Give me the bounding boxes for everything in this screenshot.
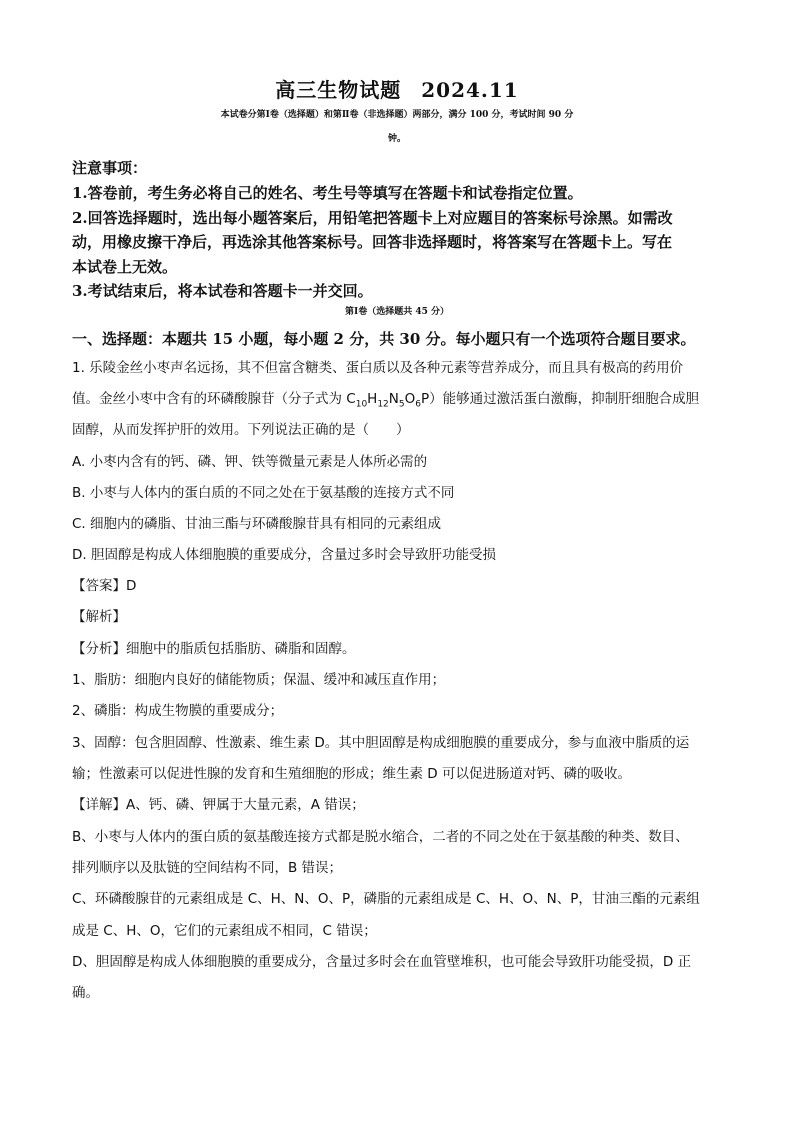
- notice-item-2-line-3: 本试卷上无效。: [72, 258, 178, 276]
- formula-o: O: [404, 391, 416, 407]
- option-d: D. 胆固醇是构成人体细胞膜的重要成分，含量过多时会导致肝功能受损: [72, 547, 496, 563]
- title-date: 2024.11: [421, 78, 519, 102]
- analysis-line-12: 确。: [72, 985, 99, 1001]
- formula-n: N: [388, 391, 399, 407]
- analysis-line-10: 成是 C、H、O，它们的元素组成不相同，C 错误；: [72, 923, 377, 939]
- analysis-line-1: 【分析】细胞中的脂质包括脂肪、磷脂和固醇。: [72, 641, 356, 657]
- notice-item-2-line-1: 2.回答选择题时，选出每小题答案后，用铅笔把答题卡上对应题目的答案标号涂黑。如需改: [72, 209, 673, 227]
- notice-item-3: 3.考试结束后，将本试卷和答题卡一并交回。: [72, 282, 373, 300]
- section-instruction: 一、选择题：本题共 15 小题，每小题 2 分，共 30 分。每小题只有一个选项符合题目要求。: [72, 330, 696, 348]
- notice-heading: 注意事项：: [72, 159, 148, 177]
- option-b: B. 小枣与人体内的蛋白质的不同之处在于氨基酸的连接方式不同: [72, 485, 455, 501]
- question-1-stem-line-3: 固醇，从而发挥护肝的效用。下列说法正确的是（ ）: [72, 422, 410, 438]
- question-1-stem-line-2: [72, 387, 724, 410]
- intro-line-2: 钟。: [387, 134, 406, 144]
- analysis-line-5: 输；性激素可以促进性腺的发育和生殖细胞的形成；维生素 D 可以促进肠道对钙、磷的吸收。: [72, 766, 631, 782]
- formula-h: H: [367, 391, 378, 407]
- question-1-stem-line-1: 1. 乐陵金丝小枣声名远扬，其不但富含糖类、蛋白质以及各种元素等营养成分，而且具有极高的药用价: [72, 360, 684, 376]
- analysis-line-11: D、胆固醇是构成人体细胞膜的重要成分，含量过多时会在血管壁堆积，也可能会导致肝功能受损，D 正: [72, 954, 692, 970]
- formula-sub-h: 12: [377, 399, 389, 410]
- analysis-line-6: 【详解】A、钙、磷、钾属于大量元素，A 错误；: [72, 797, 365, 813]
- formula-sub-c: 10: [355, 399, 368, 410]
- stem-text-a: 值。金丝小枣中含有的环磷酸腺苷（分子式为 C: [72, 391, 356, 407]
- analysis-heading: 【解析】: [72, 609, 126, 625]
- option-a: A. 小枣内含有的钙、磷、钾、铁等微量元素是人体所必需的: [72, 454, 428, 470]
- formula-sub-n: 5: [398, 399, 405, 410]
- answer-line: 【答案】D: [72, 578, 137, 594]
- title-text: 高三生物试题: [275, 78, 402, 102]
- analysis-line-7: B、小枣与人体内的蛋白质的氨基酸连接方式都是脱水缩合，二者的不同之处在于氨基酸的种类、数目、: [72, 829, 689, 845]
- section-title: 第Ⅰ卷（选择题共 45 分）: [344, 307, 449, 317]
- analysis-line-4: 3、固醇：包含胆固醇、性激素、维生素 D。其中胆固醇是构成细胞膜的重要成分，参与血液中脂质的运: [72, 735, 690, 751]
- analysis-line-2: 1、脂肪：细胞内良好的储能物质；保温、缓冲和减压直作用；: [72, 672, 446, 688]
- option-c: C. 细胞内的磷脂、甘油三酯与环磷酸腺苷具有相同的元素组成: [72, 516, 442, 532]
- analysis-line-9: C、环磷酸腺苷的元素组成是 C、H、N、O、P，磷脂的元素组成是 C、H、O、N、P，甘油三酯的元素组: [72, 891, 700, 907]
- formula-sub-o: 6: [415, 399, 421, 410]
- page-title: [0, 74, 794, 103]
- analysis-line-8: 排列顺序以及肽链的空间结构不同，B 错误；: [72, 860, 343, 876]
- analysis-line-3: 2、磷脂：构成生物膜的重要成分；: [72, 703, 284, 719]
- stem-text-b: P）能够通过激活蛋白激酶，抑制肝细胞合成胆: [421, 391, 700, 407]
- notice-item-2-line-2: 动，用橡皮擦干净后，再选涂其他答案标号。回答非选择题时，将答案写在答题卡上。写在: [72, 233, 673, 251]
- intro-line-1: 本试卷分第Ⅰ卷（选择题）和第Ⅱ卷（非选择题）两部分，满分 100 分，考试时间 90 分: [220, 110, 574, 120]
- notice-item-1: 1.答卷前，考生务必将自己的姓名、考生号等填写在答题卡和试卷指定位置。: [72, 184, 583, 202]
